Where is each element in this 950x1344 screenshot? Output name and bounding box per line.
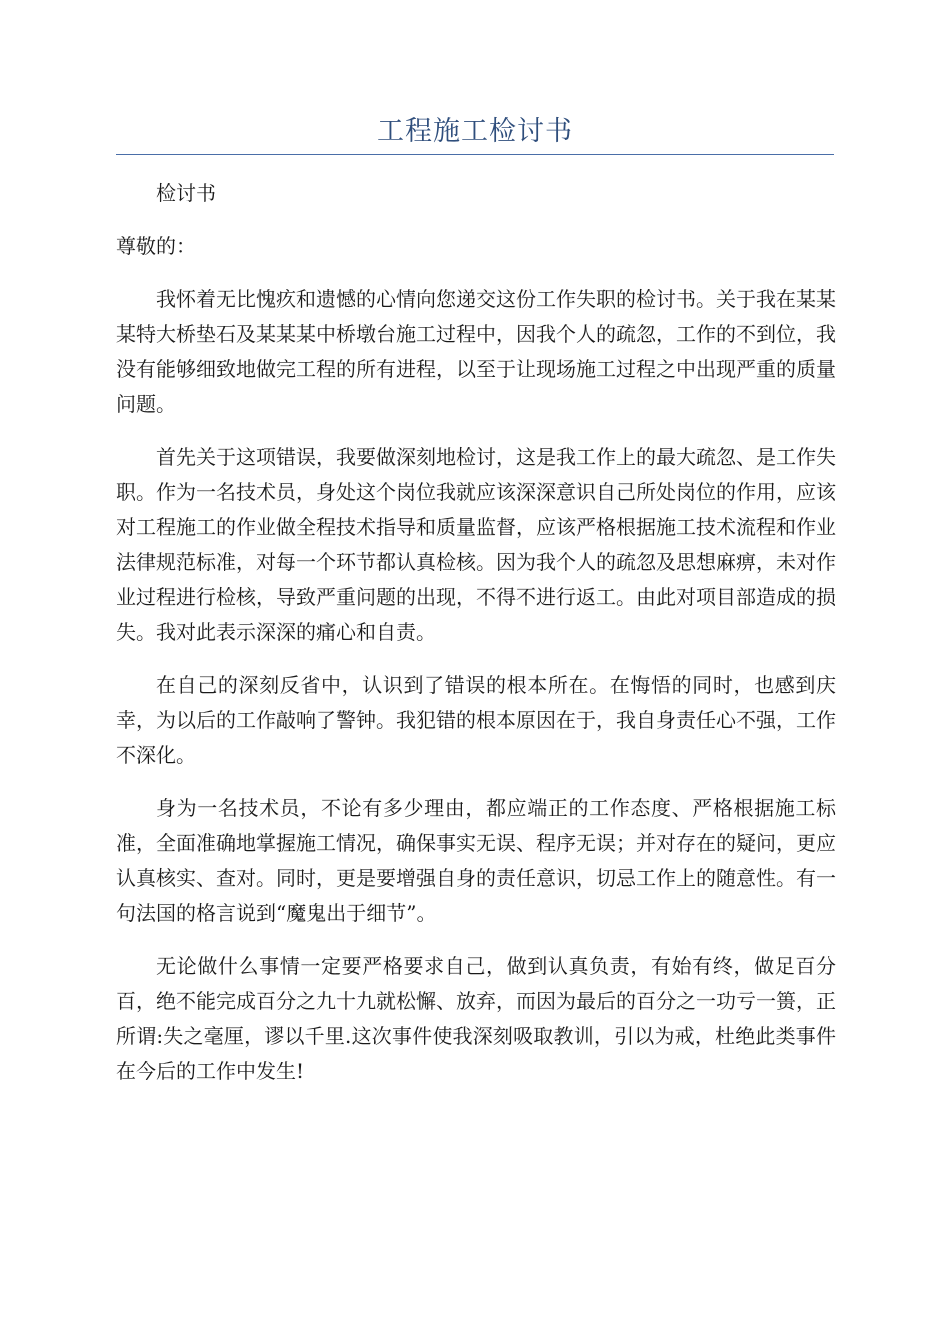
salutation: 尊敬的：	[116, 234, 196, 258]
body-paragraph-3: 在自己的深刻反省中，认识到了错误的根本所在。在悔悟的同时，也感到庆幸，为以后的工作敲响了警钟。我犯错的根本原因在于，我自身责任心不强，工作不深化。	[116, 673, 836, 767]
body-paragraph-2: 首先关于这项错误，我要做深刻地检讨，这是我工作上的最大疏忽、是工作失职。作为一名技术员，身处这个岗位我就应该深深意识自己所处岗位的作用，应该对工程施工的作业做全程技术指导和质量监督，应该严格根据施工技术流程和作业法律规范标准，对每一个环节都认真检核。因为我个人的疏忽及思想麻痹，未对作业过程进行检核，导致严重问题的出现，不得不进行返工。由此对项目部造成的损失。我对此表示深深的痛心和自责。	[116, 445, 836, 644]
body-paragraph-4: 身为一名技术员，不论有多少理由，都应端正的工作态度、严格根据施工标准，全面准确地掌握施工情况，确保事实无误、程序无误；并对存在的疑问，更应认真核实、查对。同时，更是要增强自身的责任意识，切忌工作上的随意性。有一句法国的格言说到“魔鬼出于细节”。	[116, 796, 836, 925]
document-title: 工程施工检讨书	[377, 116, 573, 147]
title-divider	[116, 154, 834, 155]
document-body	[116, 176, 836, 1107]
body-paragraph-5: 无论做什么事情一定要严格要求自己，做到认真负责，有始有终，做足百分百，绝不能完成百分之九十九就松懈、放弃，而因为最后的百分之一功亏一篑，正所谓:失之毫厘，谬以千里.这次事件使我深刻吸取教训，引以为戒，杜绝此类事件在今后的工作中发生!	[116, 954, 836, 1083]
document-subtitle: 检讨书	[156, 181, 216, 205]
body-paragraph-1: 我怀着无比愧疚和遗憾的心情向您递交这份工作失职的检讨书。关于我在某某某特大桥垫石及某某某中桥墩台施工过程中，因我个人的疏忽，工作的不到位，我没有能够细致地做完工程的所有进程，以至于让现场施工过程之中出现严重的质量问题。	[116, 287, 836, 416]
